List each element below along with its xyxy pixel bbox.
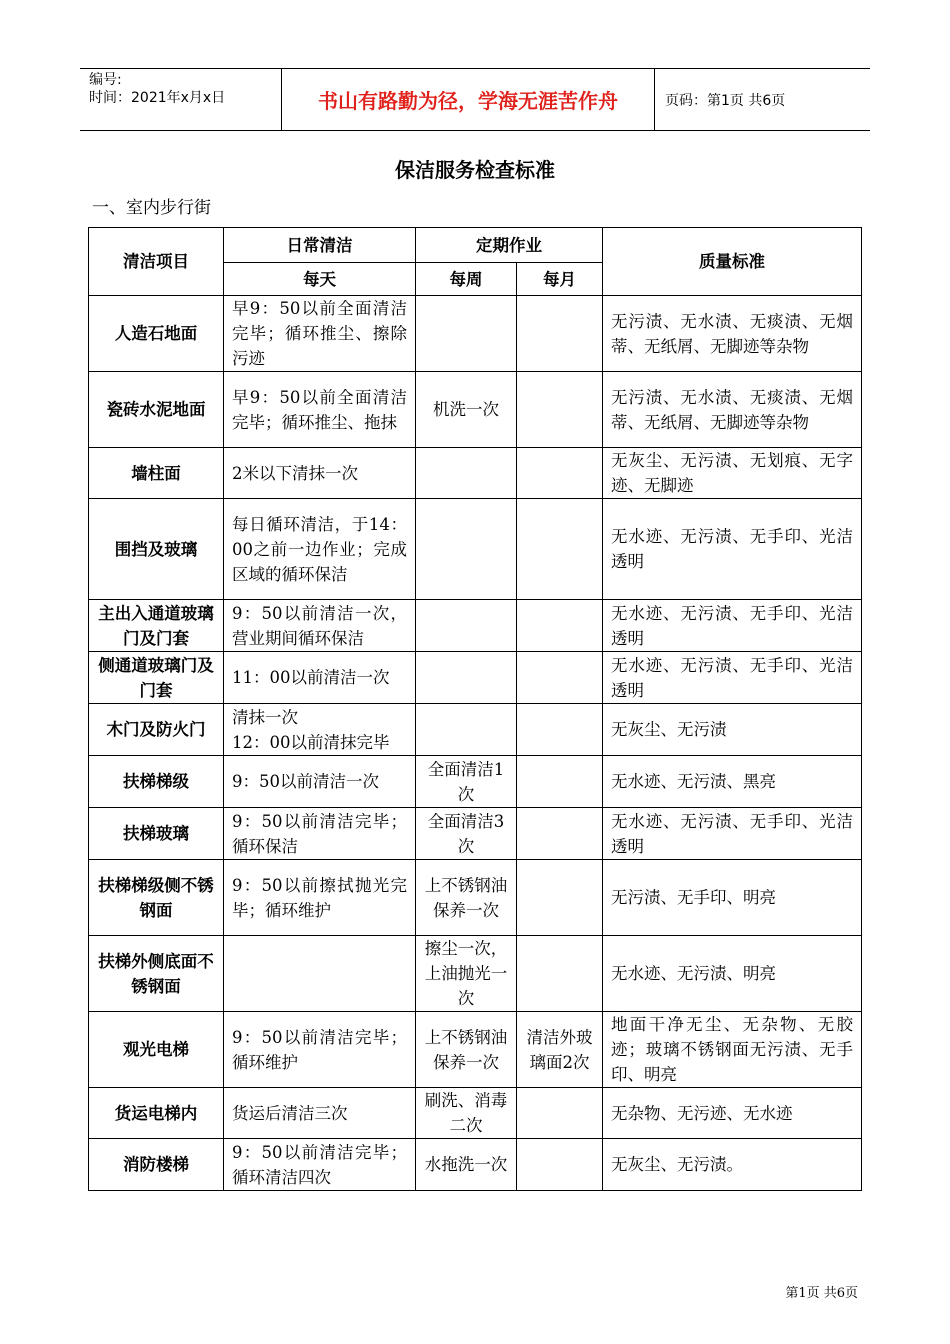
document-header xyxy=(80,68,870,131)
table-row xyxy=(89,600,862,652)
header-each-week: 每周 xyxy=(416,263,517,296)
header-periodic: 定期作业 xyxy=(416,228,603,263)
row-monthly xyxy=(517,936,603,1012)
row-weekly: 水拖洗一次 xyxy=(416,1139,517,1191)
page-info: 页码：第1页 共6页 xyxy=(665,92,786,109)
table-row xyxy=(89,808,862,860)
row-weekly: 上不锈钢油保养一次 xyxy=(416,1012,517,1088)
row-weekly xyxy=(416,704,517,756)
row-weekly: 全面清洁3次 xyxy=(416,808,517,860)
table-row xyxy=(89,936,862,1012)
row-quality: 无水迹、无污渍、明亮 xyxy=(603,936,862,1012)
row-quality: 无灰尘、无污渍、无划痕、无字迹、无脚迹 xyxy=(603,448,862,499)
row-monthly xyxy=(517,756,603,808)
row-monthly xyxy=(517,296,603,372)
row-quality: 无污渍、无水渍、无痰渍、无烟蒂、无纸屑、无脚迹等杂物 xyxy=(603,296,862,372)
row-weekly xyxy=(416,600,517,652)
row-monthly xyxy=(517,704,603,756)
cleaning-standard-table xyxy=(88,227,862,1191)
row-quality: 无水迹、无污渍、黑亮 xyxy=(603,756,862,808)
header-item: 清洁项目 xyxy=(89,228,224,296)
motto-text: 书山有路勤为径，学海无涯苦作舟 xyxy=(318,89,618,113)
section-heading: 一、室内步行街 xyxy=(92,198,211,218)
row-daily: 9：50以前清洁完毕；循环保洁 xyxy=(224,808,416,860)
row-item: 围挡及玻璃 xyxy=(89,499,224,600)
row-daily: 9：50以前清洁一次，营业期间循环保洁 xyxy=(224,600,416,652)
row-item: 侧通道玻璃门及门套 xyxy=(89,652,224,704)
row-quality: 无水迹、无污渍、无手印、光洁透明 xyxy=(603,652,862,704)
row-weekly xyxy=(416,448,517,499)
row-weekly: 机洗一次 xyxy=(416,372,517,448)
table-row xyxy=(89,499,862,600)
row-daily xyxy=(224,936,416,1012)
table-row xyxy=(89,756,862,808)
row-daily: 9：50以前清洁完毕；循环清洁四次 xyxy=(224,1139,416,1191)
table-row xyxy=(89,448,862,499)
row-daily: 货运后清洁三次 xyxy=(224,1088,416,1139)
row-quality: 无水迹、无污渍、无手印、光洁透明 xyxy=(603,808,862,860)
table-row xyxy=(89,860,862,936)
row-daily: 9：50以前清洁完毕；循环维护 xyxy=(224,1012,416,1088)
row-item: 人造石地面 xyxy=(89,296,224,372)
row-item: 木门及防火门 xyxy=(89,704,224,756)
page-title: 保洁服务检查标准 xyxy=(395,158,555,182)
row-item: 扶梯梯级侧不锈钢面 xyxy=(89,860,224,936)
number-label: 编号: xyxy=(89,72,122,88)
row-monthly xyxy=(517,652,603,704)
row-daily: 每日循环清洁，于14：00之前一边作业；完成区域的循环保洁 xyxy=(224,499,416,600)
table-row xyxy=(89,1012,862,1088)
row-weekly: 刷洗、消毒二次 xyxy=(416,1088,517,1139)
header-page-cell xyxy=(655,69,870,130)
row-daily: 9：50以前擦拭抛光完毕；循环维护 xyxy=(224,860,416,936)
row-quality: 无杂物、无污迹、无水迹 xyxy=(603,1088,862,1139)
header-each-month: 每月 xyxy=(517,263,603,296)
row-weekly xyxy=(416,652,517,704)
row-monthly xyxy=(517,808,603,860)
header-meta-cell xyxy=(80,69,282,130)
row-weekly xyxy=(416,296,517,372)
row-daily: 早9：50以前全面清洁完毕；循环推尘、擦除污迹 xyxy=(224,296,416,372)
row-monthly: 清洁外玻璃面2次 xyxy=(517,1012,603,1088)
row-daily: 清抹一次 12：00以前清抹完毕 xyxy=(224,704,416,756)
row-weekly xyxy=(416,499,517,600)
table-row xyxy=(89,372,862,448)
row-quality: 无水迹、无污渍、无手印、光洁透明 xyxy=(603,499,862,600)
row-weekly: 全面清洁1次 xyxy=(416,756,517,808)
header-each-day: 每天 xyxy=(224,263,416,296)
row-item: 扶梯外侧底面不锈钢面 xyxy=(89,936,224,1012)
row-item: 瓷砖水泥地面 xyxy=(89,372,224,448)
header-daily: 日常清洁 xyxy=(224,228,416,263)
row-weekly: 上不锈钢油保养一次 xyxy=(416,860,517,936)
row-item: 观光电梯 xyxy=(89,1012,224,1088)
time-label: 时间：2021年x月x日 xyxy=(89,90,226,106)
row-daily: 9：50以前清洁一次 xyxy=(224,756,416,808)
table-row xyxy=(89,296,862,372)
row-daily: 11：00以前清洁一次 xyxy=(224,652,416,704)
row-monthly xyxy=(517,860,603,936)
page-footer: 第1页 共6页 xyxy=(785,1286,858,1301)
table-row xyxy=(89,1139,862,1191)
row-quality: 无水迹、无污渍、无手印、光洁透明 xyxy=(603,600,862,652)
row-daily: 早9：50以前全面清洁完毕；循环推尘、拖抹 xyxy=(224,372,416,448)
header-motto-cell xyxy=(282,69,655,130)
table-row xyxy=(89,704,862,756)
table-row xyxy=(89,652,862,704)
row-item: 扶梯梯级 xyxy=(89,756,224,808)
row-item: 消防楼梯 xyxy=(89,1139,224,1191)
row-item: 墙柱面 xyxy=(89,448,224,499)
row-quality: 无污渍、无手印、明亮 xyxy=(603,860,862,936)
row-weekly: 擦尘一次，上油抛光一次 xyxy=(416,936,517,1012)
row-quality: 无灰尘、无污渍 xyxy=(603,704,862,756)
table-body xyxy=(89,296,862,1191)
row-quality: 无污渍、无水渍、无痰渍、无烟蒂、无纸屑、无脚迹等杂物 xyxy=(603,372,862,448)
header-quality: 质量标准 xyxy=(603,228,862,296)
row-monthly xyxy=(517,1139,603,1191)
row-quality: 无灰尘、无污渍。 xyxy=(603,1139,862,1191)
row-quality: 地面干净无尘、无杂物、无胶迹；玻璃不锈钢面无污渍、无手印、明亮 xyxy=(603,1012,862,1088)
row-item: 货运电梯内 xyxy=(89,1088,224,1139)
table-row xyxy=(89,1088,862,1139)
row-monthly xyxy=(517,1088,603,1139)
row-item: 主出入通道玻璃门及门套 xyxy=(89,600,224,652)
row-monthly xyxy=(517,448,603,499)
row-monthly xyxy=(517,600,603,652)
row-item: 扶梯玻璃 xyxy=(89,808,224,860)
row-daily: 2米以下清抹一次 xyxy=(224,448,416,499)
row-monthly xyxy=(517,499,603,600)
row-monthly xyxy=(517,372,603,448)
